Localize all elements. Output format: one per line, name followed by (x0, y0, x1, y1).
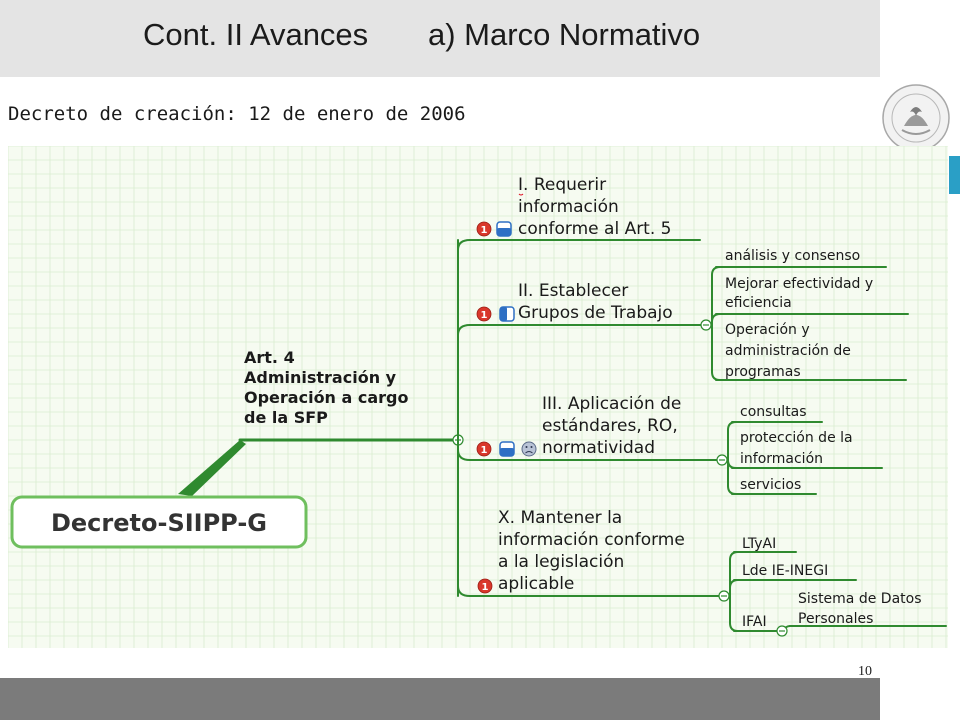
branch-label: aplicable (498, 574, 575, 594)
decree-date-subtitle: Decreto de creación: 12 de enero de 2006 (8, 103, 466, 125)
task-progress-icon (500, 307, 514, 321)
branch-label: a la legislación (498, 552, 625, 572)
priority-1-icon (477, 307, 491, 321)
child-label: servicios (740, 477, 802, 493)
central-node-label: de la SFP (244, 408, 328, 427)
mexico-seal-icon (880, 82, 952, 154)
task-progress-icon (497, 222, 511, 236)
mind-map (8, 146, 948, 648)
priority-1-icon (477, 442, 491, 456)
child-label: consultas (740, 404, 807, 420)
child-label: programas (725, 364, 801, 380)
child-label: Operación y (725, 322, 810, 338)
root-label: Decreto-SIIPP-G (50, 509, 268, 537)
branch-label: información conforme (498, 530, 685, 550)
slide-title-right: a) Marco Normativo (428, 17, 701, 52)
slide-title-left: Cont. II Avances (143, 17, 369, 52)
collapse-toggle-icon[interactable] (717, 455, 727, 465)
child-label: análisis y consenso (725, 248, 861, 264)
svg-text:1: 1 (480, 310, 488, 321)
branch-label: estándares, RO, (542, 416, 678, 436)
central-node-label: Administración y (244, 368, 397, 387)
central-node-label: Art. 4 (244, 348, 295, 367)
branch-label: Grupos de Trabajo (518, 303, 673, 323)
grandchild-label: Personales (798, 611, 874, 627)
root-node[interactable] (12, 497, 306, 547)
sad-face-icon (522, 442, 536, 456)
child-label: administración de (725, 343, 851, 359)
branch-label: III. Aplicación de (542, 394, 682, 414)
priority-1-icon (477, 222, 491, 236)
branch-label: normatividad (542, 438, 656, 458)
child-label: LTyAI (742, 536, 777, 552)
priority-1-icon (478, 579, 492, 593)
child-label: Lde IE-INEGI (742, 563, 829, 579)
branch-label: X. Mantener la (498, 508, 623, 528)
grandchild-label: Sistema de Datos (798, 591, 922, 607)
title-bar (0, 0, 880, 77)
collapse-toggle-icon[interactable] (719, 591, 729, 601)
child-label: información (740, 451, 824, 467)
svg-text:1: 1 (480, 445, 488, 456)
child-label: IFAI (742, 614, 767, 630)
svg-text:1: 1 (480, 225, 488, 236)
footer-bar (0, 678, 880, 720)
branch-label: información (518, 197, 619, 217)
child-label: eficiencia (725, 295, 792, 311)
branch-label: II. Establecer (518, 281, 629, 301)
page-number: 10 (858, 664, 872, 679)
accent-tab (949, 156, 960, 194)
child-label: Mejorar efectividad y (725, 276, 874, 292)
collapse-toggle-icon[interactable] (701, 320, 711, 330)
task-progress-icon (500, 442, 514, 456)
central-node-label: Operación a cargo (244, 388, 409, 407)
branch-label: conforme al Art. 5 (518, 219, 672, 239)
svg-text:1: 1 (481, 582, 489, 593)
collapse-toggle-icon[interactable] (777, 626, 787, 636)
branch-label: I. Requerir (518, 175, 607, 195)
child-label: protección de la (740, 430, 853, 446)
